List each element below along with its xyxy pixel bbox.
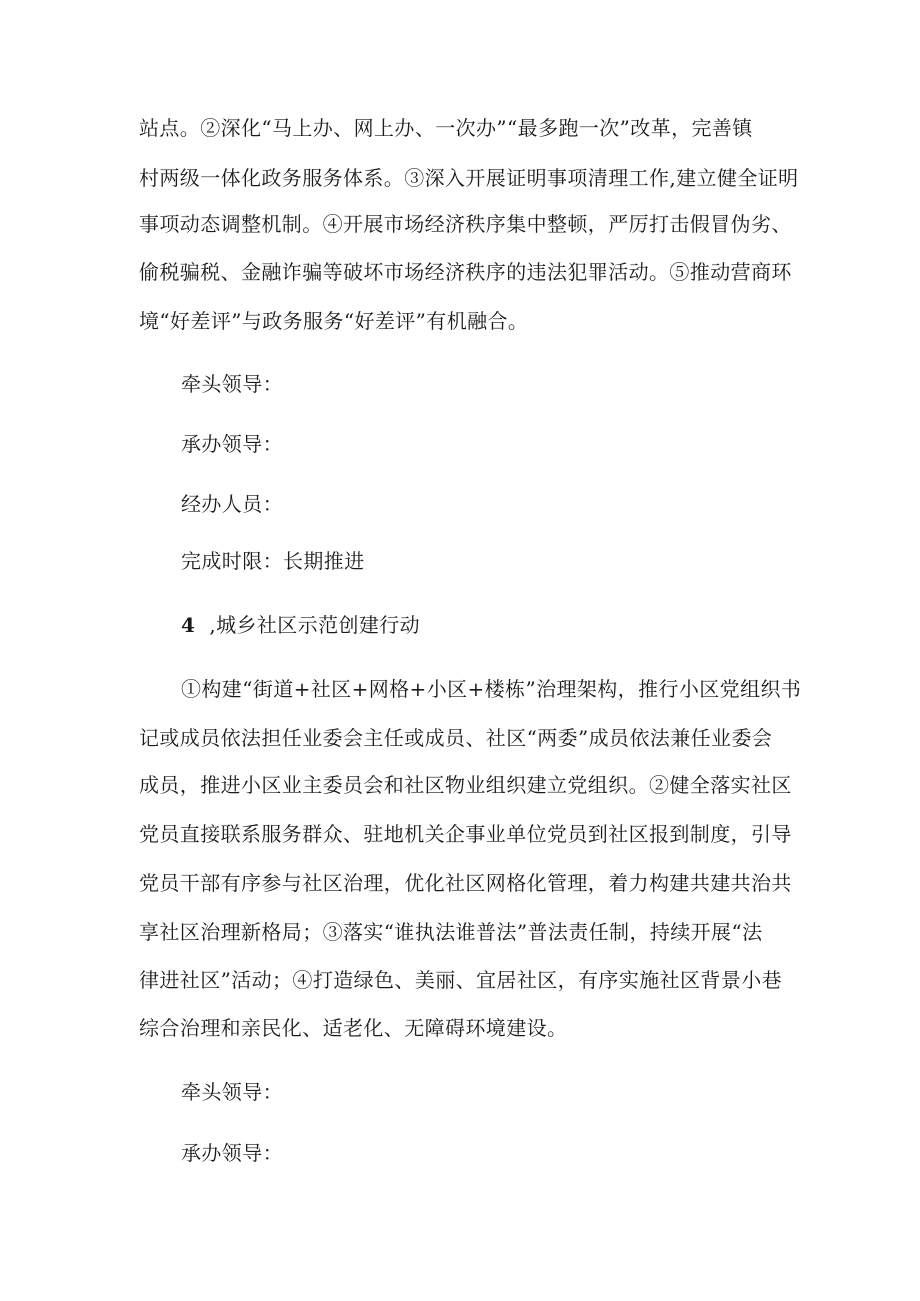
lead-leader-label: 牵头领导： [181, 372, 283, 396]
section-heading [181, 613, 785, 637]
paragraph-2-line: 综合治理和亲民化、适老化、无障碍环境建设。 [139, 1016, 568, 1040]
paragraph-1-line: 站点。②深化“马上办、网上办、一次办”“最多跑一次”改革，完善镇 [139, 116, 753, 140]
paragraph-2-line: ①构建“街道+社区+网格+小区+楼栋”治理架构，推行小区党组织书 [181, 677, 802, 701]
lead-leader-label: 牵头领导： [181, 1080, 283, 1104]
paragraph-2-line: 记或成员依法担任业委会主任或成员、社区“两委”成员依法兼任业委会 [139, 726, 773, 750]
section-number: 4 [181, 613, 196, 637]
paragraph-1-line: 偷税骗税、金融诈骗等破坏市场经济秩序的违法犯罪活动。⑤推动营商环 [139, 260, 792, 284]
paragraph-2-line: 享社区治理新格局；③落实“谁执法谁普法”普法责任制，持续开展“法 [139, 920, 763, 944]
handling-leader-label: 承办领导： [181, 432, 283, 456]
handling-leader-label: 承办领导： [181, 1141, 283, 1165]
paragraph-1-line: 事项动态调整机制。④开展市场经济秩序集中整顿，严厉打击假冒伪劣、 [139, 212, 792, 236]
deadline-label: 完成时限：长期推进 [181, 549, 365, 573]
paragraph-2-line: 成员，推进小区业主委员会和社区物业组织建立党组织。②健全落实社区 [139, 773, 792, 797]
paragraph-1-line: 村两级一体化政务服务体系。③深入开展证明事项清理工作,建立健全证明 [139, 166, 799, 190]
paragraph-2-line: 党员直接联系服务群众、驻地机关企事业单位党员到社区报到制度，引导 [139, 822, 792, 846]
paragraph-2-line: 党员干部有序参与社区治理，优化社区网格化管理，着力构建共建共治共 [139, 871, 792, 895]
paragraph-2-line: 律进社区”活动；④打造绿色、美丽、宜居社区，有序实施社区背景小巷 [139, 968, 783, 992]
paragraph-1-line: 境“好差评”与政务服务“好差评”有机融合。 [139, 309, 529, 333]
staff-label: 经办人员： [181, 492, 283, 516]
section-title: ,城乡社区示范创建行动 [209, 613, 421, 637]
